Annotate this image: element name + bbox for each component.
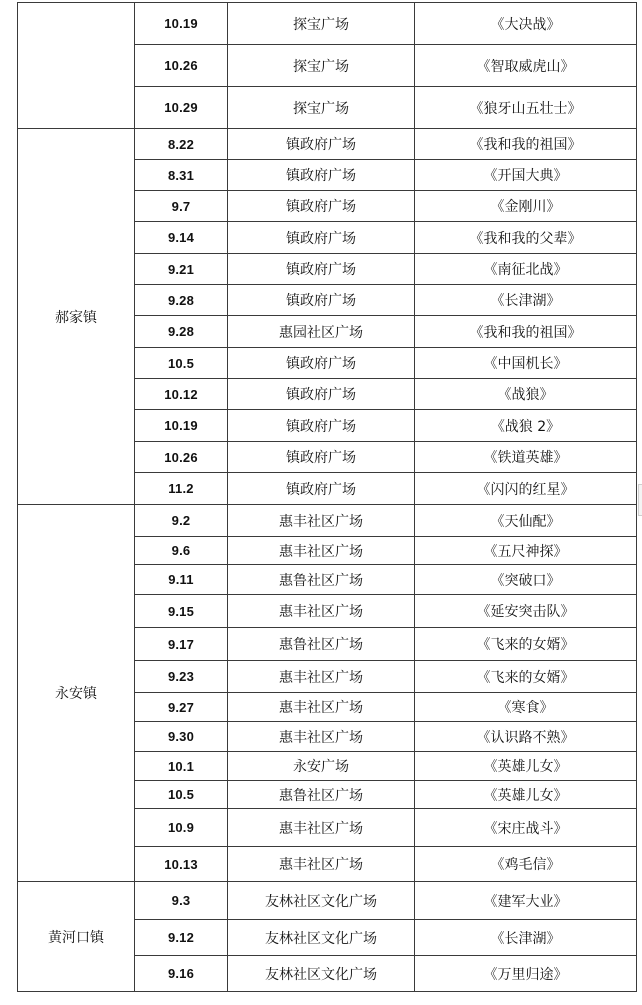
film-cell: 《大决战》 [415, 3, 637, 45]
film-cell: 《英雄儿女》 [415, 752, 637, 781]
venue-cell: 惠丰社区广场 [228, 847, 415, 882]
film-cell: 《铁道英雄》 [415, 442, 637, 473]
film-cell: 《闪闪的红星》 [415, 473, 637, 505]
film-cell: 《飞来的女婿》 [415, 661, 637, 693]
date-cell: 9.2 [135, 505, 228, 537]
date-cell: 9.3 [135, 882, 228, 920]
film-cell: 《南征北战》 [415, 254, 637, 285]
venue-cell: 镇政府广场 [228, 285, 415, 316]
table-row [18, 3, 637, 45]
film-cell: 《突破口》 [415, 565, 637, 595]
film-cell: 《英雄儿女》 [415, 781, 637, 809]
venue-cell: 镇政府广场 [228, 473, 415, 505]
film-cell: 《战狼》 [415, 379, 637, 410]
venue-cell: 惠丰社区广场 [228, 595, 415, 628]
venue-cell: 惠丰社区广场 [228, 693, 415, 722]
venue-cell: 惠丰社区广场 [228, 809, 415, 847]
date-cell: 9.11 [135, 565, 228, 595]
film-cell: 《开国大典》 [415, 160, 637, 191]
date-cell: 8.22 [135, 129, 228, 160]
date-cell: 9.14 [135, 222, 228, 254]
venue-cell: 惠鲁社区广场 [228, 781, 415, 809]
venue-cell: 友林社区文化广场 [228, 956, 415, 992]
date-cell: 10.12 [135, 379, 228, 410]
venue-cell: 惠丰社区广场 [228, 661, 415, 693]
venue-cell: 镇政府广场 [228, 254, 415, 285]
film-cell: 《长津湖》 [415, 920, 637, 956]
film-cell: 《寒食》 [415, 693, 637, 722]
film-cell: 《鸡毛信》 [415, 847, 637, 882]
town-cell: 永安镇 [18, 505, 135, 882]
venue-cell: 惠丰社区广场 [228, 505, 415, 537]
film-cell: 《长津湖》 [415, 285, 637, 316]
venue-cell: 镇政府广场 [228, 410, 415, 442]
town-cell: 黄河口镇 [18, 882, 135, 992]
date-cell: 9.15 [135, 595, 228, 628]
date-cell: 10.13 [135, 847, 228, 882]
town-cell [18, 3, 135, 129]
film-cell: 《宋庄战斗》 [415, 809, 637, 847]
film-cell: 《智取威虎山》 [415, 45, 637, 87]
film-cell: 《中国机长》 [415, 348, 637, 379]
date-cell: 10.1 [135, 752, 228, 781]
venue-cell: 惠丰社区广场 [228, 537, 415, 565]
table-row [18, 505, 637, 537]
venue-cell: 探宝广场 [228, 87, 415, 129]
film-cell: 《飞来的女婿》 [415, 628, 637, 661]
date-cell: 9.16 [135, 956, 228, 992]
film-cell: 《我和我的父辈》 [415, 222, 637, 254]
date-cell: 9.7 [135, 191, 228, 222]
date-cell: 10.19 [135, 3, 228, 45]
venue-cell: 镇政府广场 [228, 442, 415, 473]
film-cell: 《认识路不熟》 [415, 722, 637, 752]
venue-cell: 镇政府广场 [228, 222, 415, 254]
date-cell: 9.12 [135, 920, 228, 956]
date-cell: 10.5 [135, 348, 228, 379]
screening-schedule-table [17, 2, 637, 992]
date-cell: 9.17 [135, 628, 228, 661]
venue-cell: 永安广场 [228, 752, 415, 781]
venue-cell: 惠鲁社区广场 [228, 628, 415, 661]
venue-cell: 镇政府广场 [228, 160, 415, 191]
date-cell: 9.6 [135, 537, 228, 565]
table-row [18, 129, 637, 160]
schedule-body [18, 3, 637, 992]
table-row [18, 882, 637, 920]
date-cell: 9.23 [135, 661, 228, 693]
venue-cell: 探宝广场 [228, 45, 415, 87]
venue-cell: 探宝广场 [228, 3, 415, 45]
date-cell: 10.5 [135, 781, 228, 809]
date-cell: 10.9 [135, 809, 228, 847]
date-cell: 10.19 [135, 410, 228, 442]
film-cell: 《建军大业》 [415, 882, 637, 920]
film-cell: 《我和我的祖国》 [415, 316, 637, 348]
venue-cell: 友林社区文化广场 [228, 882, 415, 920]
date-cell: 9.27 [135, 693, 228, 722]
film-cell: 《金刚川》 [415, 191, 637, 222]
film-cell: 《我和我的祖国》 [415, 129, 637, 160]
date-cell: 11.2 [135, 473, 228, 505]
town-cell: 郝家镇 [18, 129, 135, 505]
venue-cell: 惠丰社区广场 [228, 722, 415, 752]
venue-cell: 友林社区文化广场 [228, 920, 415, 956]
date-cell: 9.21 [135, 254, 228, 285]
film-cell: 《战狼 2》 [415, 410, 637, 442]
venue-cell: 镇政府广场 [228, 191, 415, 222]
film-cell: 《延安突击队》 [415, 595, 637, 628]
date-cell: 10.26 [135, 45, 228, 87]
venue-cell: 镇政府广场 [228, 379, 415, 410]
scroll-edge-handle[interactable] [638, 484, 642, 516]
date-cell: 10.26 [135, 442, 228, 473]
date-cell: 9.28 [135, 316, 228, 348]
film-cell: 《天仙配》 [415, 505, 637, 537]
venue-cell: 镇政府广场 [228, 129, 415, 160]
film-cell: 《万里归途》 [415, 956, 637, 992]
venue-cell: 惠园社区广场 [228, 316, 415, 348]
date-cell: 10.29 [135, 87, 228, 129]
venue-cell: 镇政府广场 [228, 348, 415, 379]
date-cell: 8.31 [135, 160, 228, 191]
venue-cell: 惠鲁社区广场 [228, 565, 415, 595]
film-cell: 《五尺神探》 [415, 537, 637, 565]
date-cell: 9.28 [135, 285, 228, 316]
film-cell: 《狼牙山五壮士》 [415, 87, 637, 129]
date-cell: 9.30 [135, 722, 228, 752]
